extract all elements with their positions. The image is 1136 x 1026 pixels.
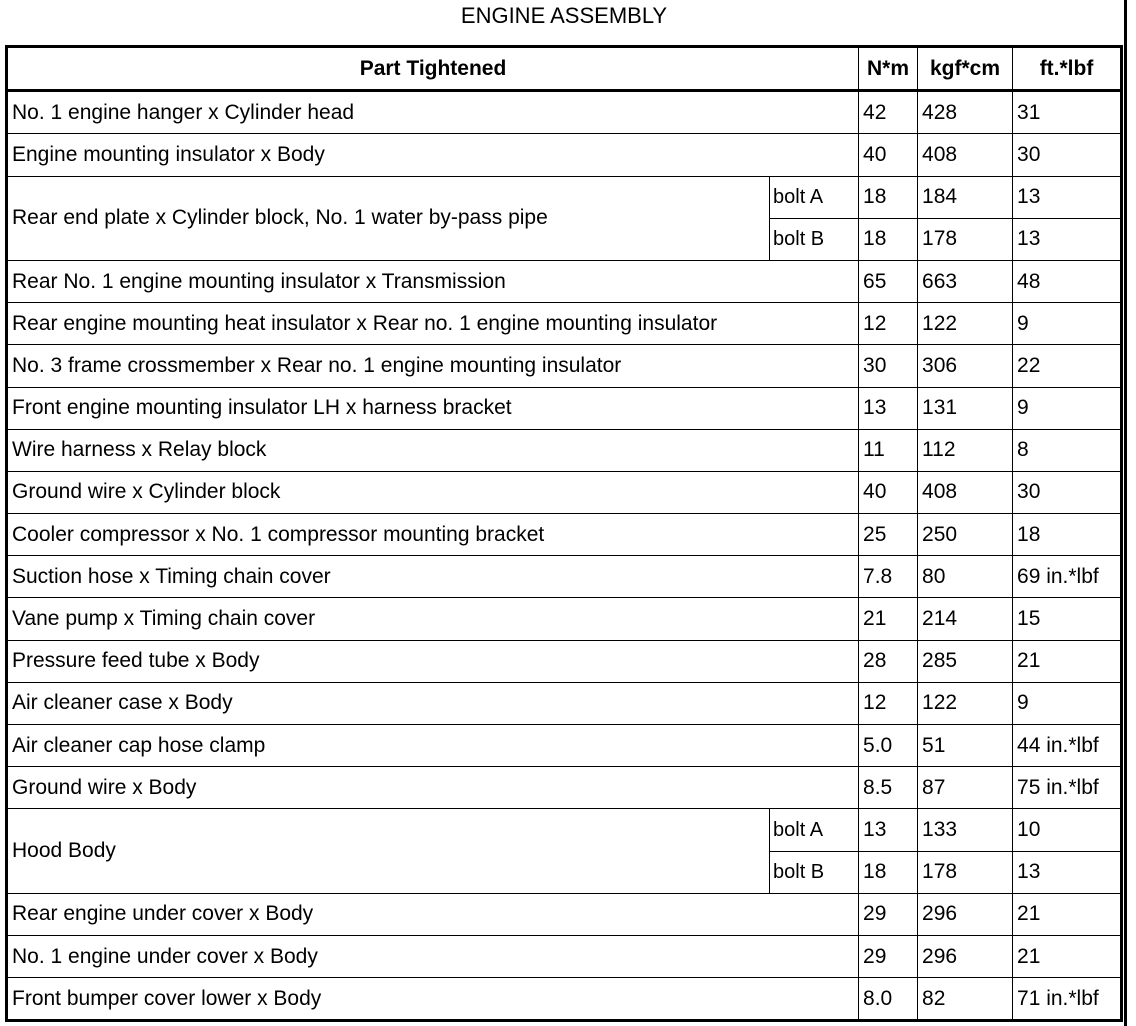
ft-lbf-cell: 48 — [1013, 260, 1122, 302]
nm-cell: 29 — [859, 893, 918, 935]
ft-lbf-cell: 9 — [1013, 682, 1122, 724]
nm-cell: 13 — [859, 809, 918, 851]
bolt-cell: bolt B — [770, 218, 859, 260]
page-title: ENGINE ASSEMBLY — [460, 3, 668, 28]
nm-cell: 65 — [859, 260, 918, 302]
kgf-cm-cell: 112 — [918, 429, 1013, 471]
part-cell: Ground wire x Cylinder block — [7, 471, 859, 513]
part-cell: Air cleaner cap hose clamp — [7, 725, 859, 767]
kgf-cm-cell: 296 — [918, 935, 1013, 977]
ft-lbf-cell: 44 in.*lbf — [1013, 725, 1122, 767]
kgf-cm-cell: 122 — [918, 682, 1013, 724]
header-ft-lbf: ft.*lbf — [1013, 47, 1122, 91]
kgf-cm-cell: 133 — [918, 809, 1013, 851]
header-nm: N*m — [859, 47, 918, 91]
table-row — [7, 682, 1122, 724]
table-row — [7, 134, 1122, 176]
ft-lbf-cell: 21 — [1013, 893, 1122, 935]
torque-table — [5, 45, 1123, 1022]
part-cell: Rear engine under cover x Body — [7, 893, 859, 935]
nm-cell: 8.5 — [859, 767, 918, 809]
table-row — [7, 640, 1122, 682]
ft-lbf-cell: 10 — [1013, 809, 1122, 851]
part-cell: Hood Body — [7, 809, 770, 893]
kgf-cm-cell: 408 — [918, 134, 1013, 176]
ft-lbf-cell: 71 in.*lbf — [1013, 978, 1122, 1021]
table-row — [7, 893, 1122, 935]
part-cell: Pressure feed tube x Body — [7, 640, 859, 682]
kgf-cm-cell: 122 — [918, 303, 1013, 345]
kgf-cm-cell: 87 — [918, 767, 1013, 809]
kgf-cm-cell: 51 — [918, 725, 1013, 767]
nm-cell: 18 — [859, 851, 918, 893]
table-row — [7, 767, 1122, 809]
ft-lbf-cell: 30 — [1013, 134, 1122, 176]
ft-lbf-cell: 18 — [1013, 514, 1122, 556]
nm-cell: 5.0 — [859, 725, 918, 767]
ft-lbf-cell: 9 — [1013, 303, 1122, 345]
table-row — [7, 91, 1122, 134]
table-row — [7, 725, 1122, 767]
part-cell: No. 1 engine hanger x Cylinder head — [7, 91, 859, 134]
ft-lbf-cell: 22 — [1013, 345, 1122, 387]
part-cell: Vane pump x Timing chain cover — [7, 598, 859, 640]
kgf-cm-cell: 285 — [918, 640, 1013, 682]
kgf-cm-cell: 408 — [918, 471, 1013, 513]
table-row — [7, 387, 1122, 429]
ft-lbf-cell: 30 — [1013, 471, 1122, 513]
kgf-cm-cell: 80 — [918, 556, 1013, 598]
ft-lbf-cell: 31 — [1013, 91, 1122, 134]
ft-lbf-cell: 15 — [1013, 598, 1122, 640]
nm-cell: 42 — [859, 91, 918, 134]
table-row — [7, 598, 1122, 640]
kgf-cm-cell: 428 — [918, 91, 1013, 134]
header-part-tightened: Part Tightened — [7, 47, 859, 91]
ft-lbf-cell: 9 — [1013, 387, 1122, 429]
bolt-cell: bolt A — [770, 809, 859, 851]
ft-lbf-cell: 13 — [1013, 851, 1122, 893]
ft-lbf-cell: 69 in.*lbf — [1013, 556, 1122, 598]
nm-cell: 7.8 — [859, 556, 918, 598]
nm-cell: 21 — [859, 598, 918, 640]
nm-cell: 8.0 — [859, 978, 918, 1021]
bolt-cell: bolt B — [770, 851, 859, 893]
kgf-cm-cell: 184 — [918, 176, 1013, 218]
nm-cell: 29 — [859, 935, 918, 977]
ft-lbf-cell: 21 — [1013, 935, 1122, 977]
kgf-cm-cell: 296 — [918, 893, 1013, 935]
part-cell: Front bumper cover lower x Body — [7, 978, 859, 1021]
kgf-cm-cell: 131 — [918, 387, 1013, 429]
bolt-cell: bolt A — [770, 176, 859, 218]
table-row — [7, 303, 1122, 345]
nm-cell: 12 — [859, 682, 918, 724]
kgf-cm-cell: 250 — [918, 514, 1013, 556]
kgf-cm-cell: 178 — [918, 851, 1013, 893]
table-row — [7, 809, 1122, 851]
part-cell: No. 3 frame crossmember x Rear no. 1 engine mounting insulator — [7, 345, 859, 387]
ft-lbf-cell: 8 — [1013, 429, 1122, 471]
part-cell: Engine mounting insulator x Body — [7, 134, 859, 176]
ft-lbf-cell: 13 — [1013, 176, 1122, 218]
part-cell: Front engine mounting insulator LH x harness bracket — [7, 387, 859, 429]
part-cell: Wire harness x Relay block — [7, 429, 859, 471]
ft-lbf-cell: 75 in.*lbf — [1013, 767, 1122, 809]
kgf-cm-cell: 663 — [918, 260, 1013, 302]
header-kgf-cm: kgf*cm — [918, 47, 1013, 91]
table-body — [7, 91, 1122, 1021]
part-cell: Suction hose x Timing chain cover — [7, 556, 859, 598]
nm-cell: 30 — [859, 345, 918, 387]
table-row — [7, 935, 1122, 977]
nm-cell: 25 — [859, 514, 918, 556]
kgf-cm-cell: 82 — [918, 978, 1013, 1021]
part-cell: Rear engine mounting heat insulator x Rear no. 1 engine mounting insulator — [7, 303, 859, 345]
nm-cell: 18 — [859, 176, 918, 218]
nm-cell: 40 — [859, 134, 918, 176]
part-cell: Rear end plate x Cylinder block, No. 1 water by-pass pipe — [7, 176, 770, 260]
right-border-rule — [1124, 0, 1127, 1026]
nm-cell: 11 — [859, 429, 918, 471]
kgf-cm-cell: 214 — [918, 598, 1013, 640]
kgf-cm-cell: 306 — [918, 345, 1013, 387]
part-cell: Air cleaner case x Body — [7, 682, 859, 724]
nm-cell: 13 — [859, 387, 918, 429]
table-row — [7, 556, 1122, 598]
table-row — [7, 176, 1122, 218]
table-header-row — [7, 47, 1122, 91]
part-cell: Ground wire x Body — [7, 767, 859, 809]
ft-lbf-cell: 21 — [1013, 640, 1122, 682]
nm-cell: 12 — [859, 303, 918, 345]
part-cell: Rear No. 1 engine mounting insulator x Transmission — [7, 260, 859, 302]
kgf-cm-cell: 178 — [918, 218, 1013, 260]
nm-cell: 18 — [859, 218, 918, 260]
nm-cell: 40 — [859, 471, 918, 513]
nm-cell: 28 — [859, 640, 918, 682]
part-cell: Cooler compressor x No. 1 compressor mounting bracket — [7, 514, 859, 556]
table-row — [7, 514, 1122, 556]
table-row — [7, 260, 1122, 302]
table-row — [7, 345, 1122, 387]
table-row — [7, 978, 1122, 1021]
table-row — [7, 471, 1122, 513]
ft-lbf-cell: 13 — [1013, 218, 1122, 260]
table-row — [7, 429, 1122, 471]
part-cell: No. 1 engine under cover x Body — [7, 935, 859, 977]
